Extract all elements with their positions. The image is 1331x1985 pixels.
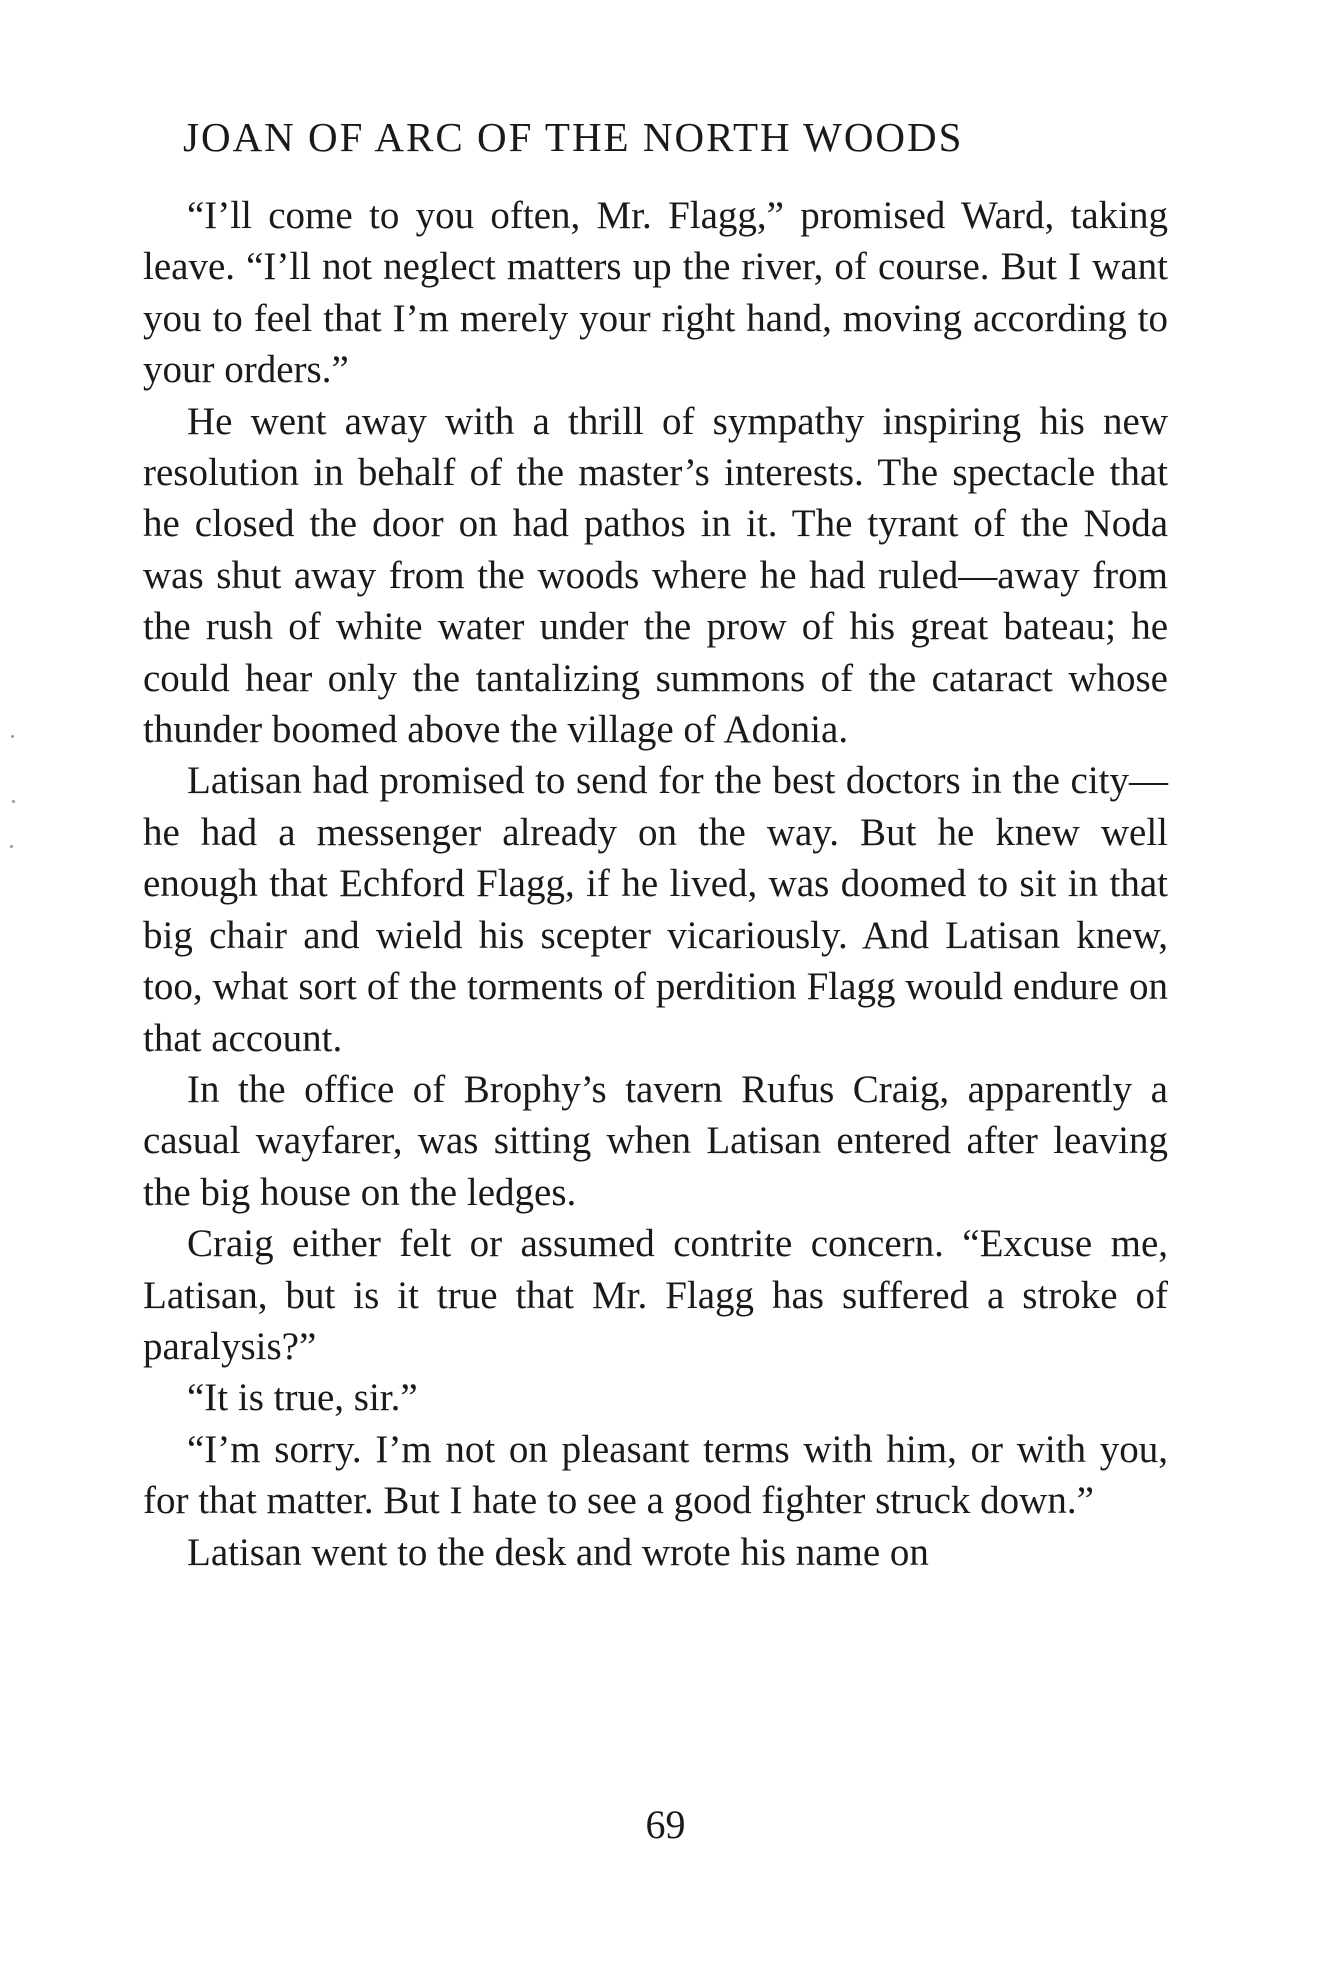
paragraph: He went away with a thrill of sympathy inspiring his new resolution in behalf of the master’s interests. The spectacle that he closed the door on had pathos in it. The tyrant of the Noda was shut away from the woods where he had ruled—away from the rush of white water under the prow of his great bateau; he could hear only the tantalizing summons of the cataract whose thunder boomed above the village of Adonia.: [143, 399, 1168, 752]
body-text: [143, 190, 1168, 1578]
paragraph: “I’ll come to you often, Mr. Flagg,” promised Ward, taking leave. “I’ll not neglect matters up the river, of course. But I want you to feel that I’m merely your right hand, moving according to your orders.”: [143, 194, 1168, 392]
paragraph: Latisan went to the desk and wrote his name on: [187, 1530, 929, 1574]
paragraph: “It is true, sir.”: [187, 1376, 418, 1420]
paper-speck: [11, 735, 14, 738]
paper-speck: [10, 845, 13, 848]
paragraph: “I’m sorry. I’m not on pleasant terms with him, or with you, for that matter. But I hate to see a good fighter struck down.”: [143, 1427, 1168, 1523]
paragraph: Latisan had promised to send for the best doctors in the city—he had a messenger already on the way. But he knew well enough that Echford Flagg, if he lived, was doomed to sit in that big chair and wield his scepter vicariously. And Latisan knew, too, what sort of the torments of perdition Flagg would endure on that account.: [143, 759, 1168, 1060]
page-number: 69: [645, 1802, 686, 1847]
paragraph: Craig either felt or assumed contrite concern. “Excuse me, Latisan, but is it true that Mr. Flagg has suffered a stroke of paralysis?”: [143, 1222, 1168, 1368]
paragraph: In the office of Brophy’s tavern Rufus Craig, apparently a casual wayfarer, was sitting when Latisan entered after leaving the big house on the ledges.: [143, 1067, 1168, 1214]
running-head: JOAN OF ARC OF THE NORTH WOODS: [183, 114, 964, 160]
paper-speck: [12, 800, 15, 803]
